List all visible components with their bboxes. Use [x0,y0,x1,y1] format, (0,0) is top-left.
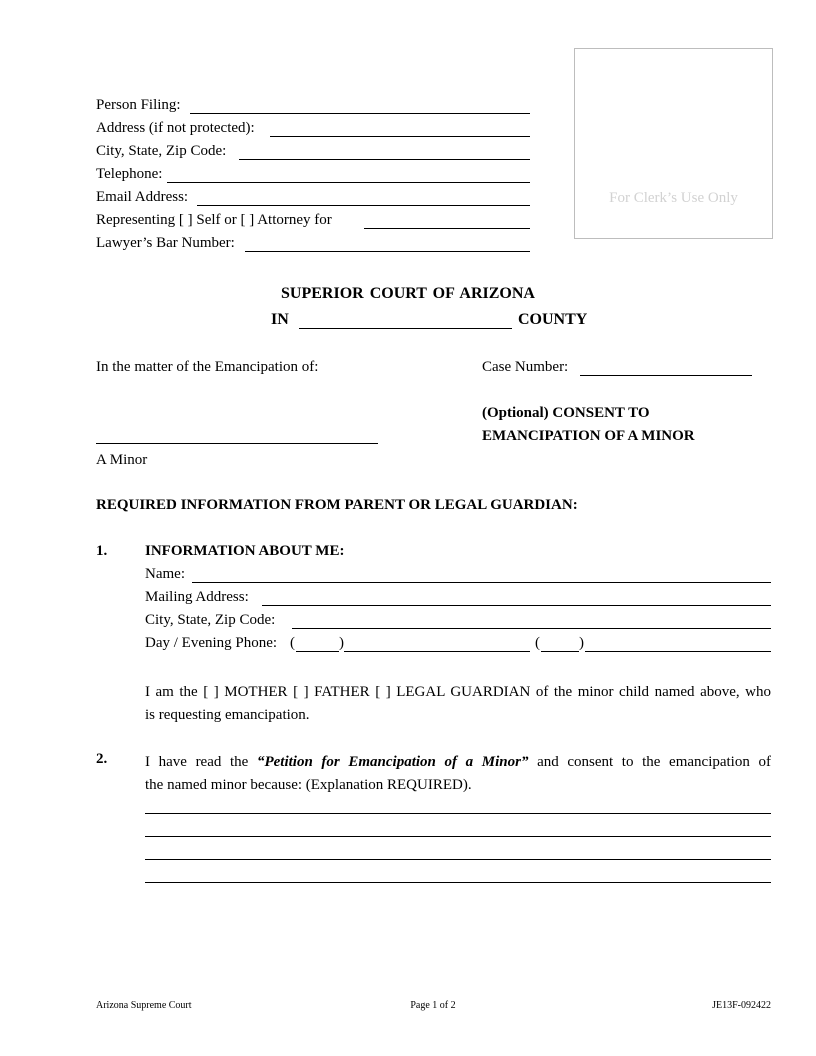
section-1-title: INFORMATION ABOUT ME: [145,543,345,559]
footer-form-code: JE13F-092422 [712,1000,771,1011]
address-field[interactable] [270,136,530,137]
county-field[interactable] [299,328,512,329]
name-label: Name: [145,566,185,582]
city-state-zip-field[interactable] [292,628,771,629]
city-label: City, State, Zip Code: [96,143,227,159]
court-name: SUPERIOR COURT OF ARIZONA [281,285,535,302]
city-row [96,143,530,165]
evening-phone-paren-close: ) [579,635,584,651]
city-state-zip-label: City, State, Zip Code: [145,612,276,628]
evening-area-code-field[interactable] [541,651,579,652]
relation-line-2: is requesting emancipation. [145,707,310,723]
footer-page-number: Page 1 of 2 [410,1000,456,1011]
section-1-number: 1. [96,543,108,559]
explanation-line-2[interactable] [145,836,771,837]
section-2-number: 2. [96,751,108,767]
telephone-field[interactable] [167,182,530,183]
person-filing-label: Person Filing: [96,97,181,113]
clerk-use-box [574,48,773,239]
telephone-row [96,166,530,188]
email-label: Email Address: [96,189,189,205]
city-field[interactable] [239,159,530,160]
evening-phone-field[interactable] [585,651,771,652]
consent-line-2: the named minor because: (Explanation REQUIRED). [145,777,472,793]
explanation-line-1[interactable] [145,813,771,814]
bar-number-field[interactable] [245,251,530,252]
relation-paragraph [145,681,771,727]
minor-label: A Minor [96,452,148,468]
phone-label: Day / Evening Phone: [145,635,278,651]
relation-line-1: I am the [ ] MOTHER [ ] FATHER [ ] LEGAL GUARDIAN of the minor child named above, who [145,684,771,700]
case-number-field[interactable] [580,375,752,376]
day-phone-field[interactable] [344,651,530,652]
person-filing-field[interactable] [190,113,530,114]
bar-number-row [96,235,530,257]
bar-number-label: Lawyer’s Bar Number: [96,235,235,251]
petition-title: “Petition for Emancipation of a Minor” [256,754,529,770]
consent-paragraph [145,751,771,797]
minor-name-field[interactable] [96,443,378,444]
address-row [96,120,530,142]
consent-line-1 [145,751,771,774]
document-title-line2: EMANCIPATION OF A MINOR [482,428,695,444]
day-area-code-field[interactable] [296,651,339,652]
person-filing-row [96,97,530,119]
day-phone-paren-open: ( [290,635,295,651]
court-county-label: COUNTY [518,311,588,328]
consent-text-before: I have read the [145,754,257,770]
name-field[interactable] [192,582,771,583]
mailing-address-label: Mailing Address: [145,589,249,605]
footer-court: Arizona Supreme Court [96,1000,192,1011]
evening-phone-paren-open: ( [535,635,540,651]
day-phone-paren-close: ) [339,635,344,651]
representing-label: Representing [ ] Self or [ ] Attorney for [96,212,332,228]
matter-label: In the matter of the Emancipation of: [96,359,319,375]
email-field[interactable] [197,205,530,206]
document-title-line1: (Optional) CONSENT TO [482,405,650,421]
representing-row [96,212,530,234]
clerk-use-label: For Clerk’s Use Only [609,190,738,206]
case-number-label: Case Number: [482,359,569,375]
telephone-label: Telephone: [96,166,163,182]
court-in-label: IN [271,311,289,328]
explanation-line-3[interactable] [145,859,771,860]
mailing-address-field[interactable] [262,605,771,606]
attorney-for-field[interactable] [364,228,530,229]
explanation-line-4[interactable] [145,882,771,883]
consent-text-after: and consent to the emancipation of [528,754,771,770]
address-label: Address (if not protected): [96,120,255,136]
email-row [96,189,530,211]
required-info-heading: REQUIRED INFORMATION FROM PARENT OR LEGAL GUARDIAN: [96,497,578,513]
